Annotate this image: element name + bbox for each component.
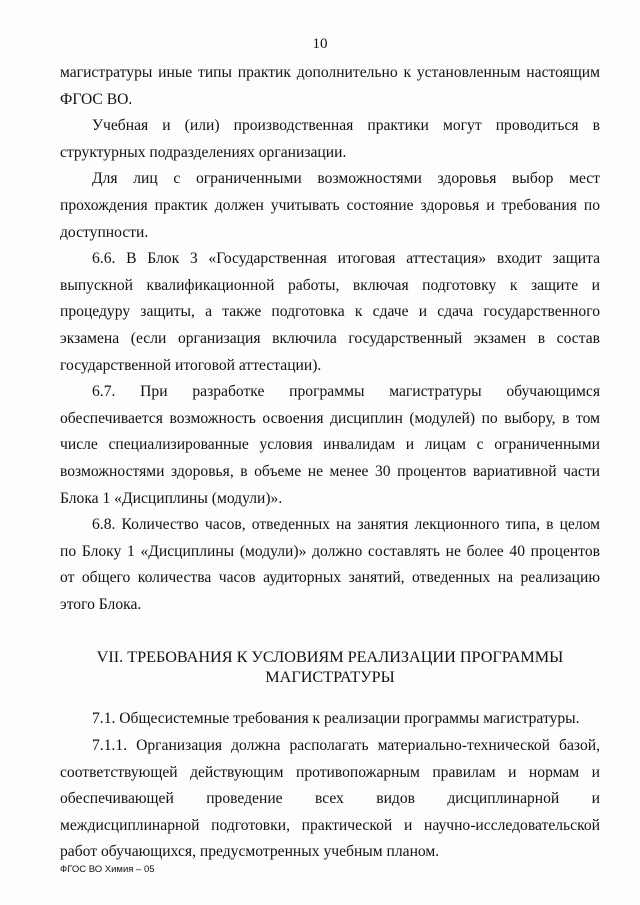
paragraph: магистратуры иные типы практик дополнительно к установленным настоящим ФГОС ВО. [60, 64, 600, 108]
paragraph: Для лиц с ограниченными возможностями здоровья выбор мест прохождения практик должен учитывать состояние здоровья и требования по доступности. [60, 170, 600, 241]
paragraph: 7.1. Общесистемные требования к реализации программы магистратуры. [92, 710, 580, 728]
section-title-line: VII. ТРЕБОВАНИЯ К УСЛОВИЯМ РЕАЛИЗАЦИИ ПРОГРАММЫ [96, 648, 564, 667]
section-title-line: МАГИСТРАТУРЫ [265, 668, 395, 687]
paragraph: 6.6. В Блок 3 «Государственная итоговая аттестация» входит защита выпускной квалификационной работы, включая подготовку к защите и процедуру защиты, а также подготовка к сдаче и сдача государственного экзамена (если организация включила государственный экзамен в состав государственной итоговой аттестации). [60, 250, 600, 374]
page-number: 10 [312, 36, 328, 52]
page-content [60, 60, 600, 866]
paragraph: 6.8. Количество часов, отведенных на занятия лекционного типа, в целом по Блоку 1 «Дисциплины (модули)» должно составлять не более 40 процентов от общего количества часов аудиторных занятий, отведенных на реализацию этого Блока. [60, 516, 600, 613]
paragraph: 7.1.1. Организация должна располагать материально-технической базой, соответствующей действующим противопожарным правилам и нормам и обеспечивающей проведение всех видов дисциплинарной и междисциплинарной подготовки, практической и научно-исследовательской работ обучающихся, предусмотренных учебным планом. [60, 737, 600, 861]
paragraph: 6.7. При разработке программы магистратуры обучающимся обеспечивается возможность освоения дисциплин (модулей) по выбору, в том числе специализированные условия инвалидам и лицам с ограниченными возможностями здоровья, в объеме не менее 30 процентов вариативной части Блока 1 «Дисциплины (модули)». [60, 383, 600, 507]
page-footer: ФГОС ВО Химия – 05 [60, 864, 155, 875]
paragraph: Учебная и (или) производственная практики могут проводиться в структурных подразделениях организации. [60, 117, 600, 161]
section-title [60, 647, 600, 687]
